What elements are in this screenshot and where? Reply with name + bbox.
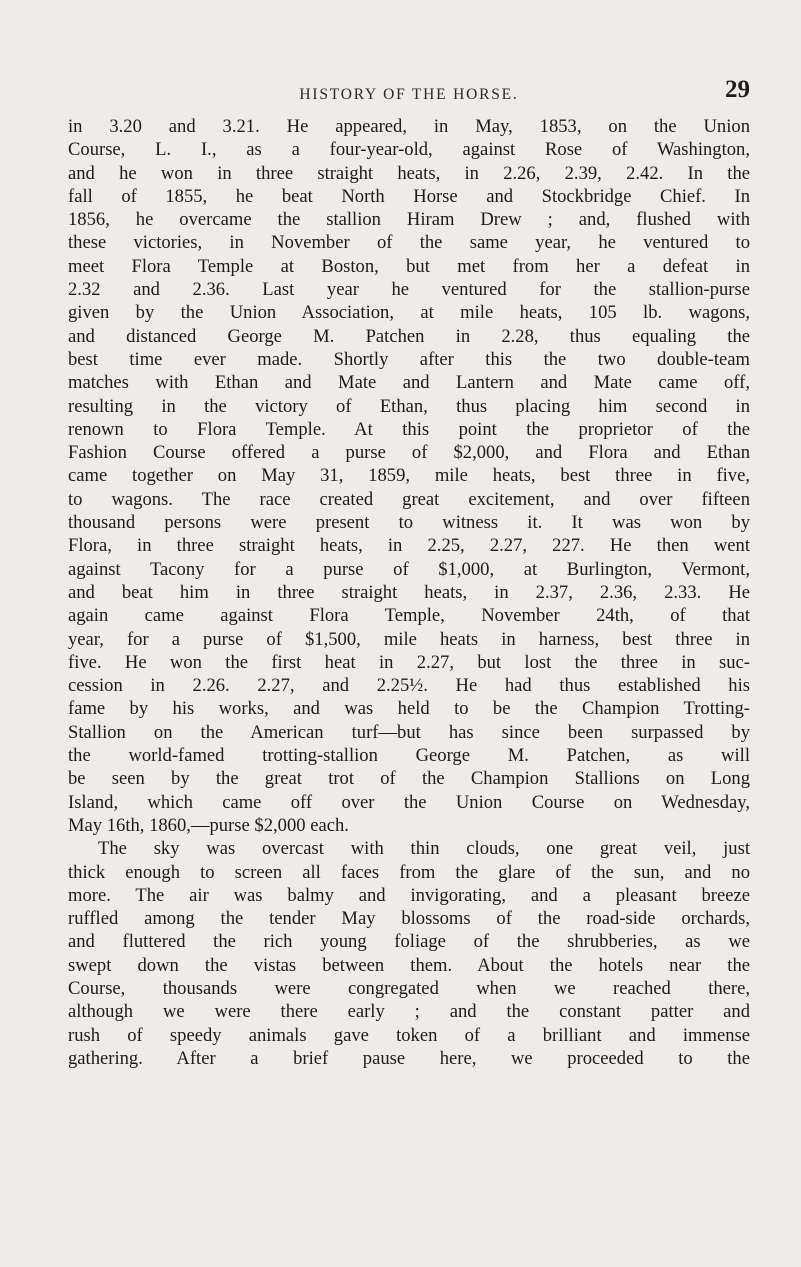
text-line: gathering. After a brief pause here, we proceeded to the [68,1047,750,1069]
text-line: although we were there early ; and the constant patter and [68,1001,750,1023]
text-line: five. He won the first heat in 2.27, but lost the three in suc- [68,651,750,673]
text-line: and fluttered the rich young foliage of the shrubberies, as we [68,931,750,953]
text-line: against Tacony for a purse of $1,000, at Burlington, Vermont, [68,558,750,580]
text-line: rush of speedy animals gave token of a brilliant and immense [68,1024,750,1046]
text-line: and distanced George M. Patchen in 2.28, thus equaling the [68,325,750,347]
text-line: fame by his works, and was held to be the Champion Trotting- [68,698,750,720]
text-line: fall of 1855, he beat North Horse and Stockbridge Chief. In [68,185,750,207]
text-line: thick enough to screen all faces from the glare of the sun, and no [68,861,750,883]
text-line: Stallion on the American turf—but has since been surpassed by [68,721,750,743]
text-line: in 3.20 and 3.21. He appeared, in May, 1853, on the Union [68,116,750,137]
text-line: resulting in the victory of Ethan, thus placing him second in [68,395,750,417]
paragraph-end-line: May 16th, 1860,—purse $2,000 each. [68,814,349,836]
text-line: given by the Union Association, at mile heats, 105 lb. wagons, [68,302,750,324]
text-line: Course, thousands were congregated when we reached there, [68,977,750,999]
text-line: best time ever made. Shortly after this the two double-team [68,348,750,370]
text-line: Flora, in three straight heats, in 2.25, 2.27, 227. He then went [68,535,750,557]
text-line: thousand persons were present to witness it. It was won by [68,512,750,534]
text-line: 1856, he overcame the stallion Hiram Drew ; and, flushed with [68,209,750,231]
text-line: Fashion Course offered a purse of $2,000, and Flora and Ethan [68,442,750,464]
running-head [68,76,750,110]
text-line: Island, which came off over the Union Course on Wednesday, [68,791,750,813]
text-line: swept down the vistas between them. About the hotels near the [68,954,750,976]
text-line: again came against Flora Temple, November 24th, of that [68,605,750,627]
text-line: matches with Ethan and Mate and Lantern and Mate came off, [68,372,750,394]
text-line: came together on May 31, 1859, mile heats, best three in five, [68,465,750,487]
page-number: 29 [725,76,750,103]
text-line: cession in 2.26. 2.27, and 2.25½. He had thus established his [68,675,750,697]
text-line: more. The air was balmy and invigorating, and a pleasant breeze [68,884,750,906]
text-line: and he won in three straight heats, in 2.26, 2.39, 2.42. In the [68,162,750,184]
paragraph-start-line: The sky was overcast with thin clouds, one great veil, just [98,838,750,860]
text-line: year, for a purse of $1,500, mile heats in harness, best three in [68,628,750,650]
text-line: meet Flora Temple at Boston, but met from her a defeat in [68,255,750,277]
text-line: the world-famed trotting-stallion George M. Patchen, as will [68,745,750,767]
body-text [68,115,750,1070]
text-line: 2.32 and 2.36. Last year he ventured for the stallion-purse [68,279,750,301]
running-title: HISTORY OF THE HORSE. [299,86,519,103]
text-line: to wagons. The race created great excitement, and over fifteen [68,488,750,510]
text-line: these victories, in November of the same year, he ventured to [68,232,750,254]
text-line: renown to Flora Temple. At this point the proprietor of the [68,418,750,440]
text-line: and beat him in three straight heats, in 2.37, 2.36, 2.33. He [68,581,750,603]
text-line: be seen by the great trot of the Champion Stallions on Long [68,768,750,790]
text-line: Course, L. I., as a four-year-old, against Rose of Washington, [68,139,750,161]
text-line: ruffled among the tender May blossoms of the road-side orchards, [68,908,750,930]
